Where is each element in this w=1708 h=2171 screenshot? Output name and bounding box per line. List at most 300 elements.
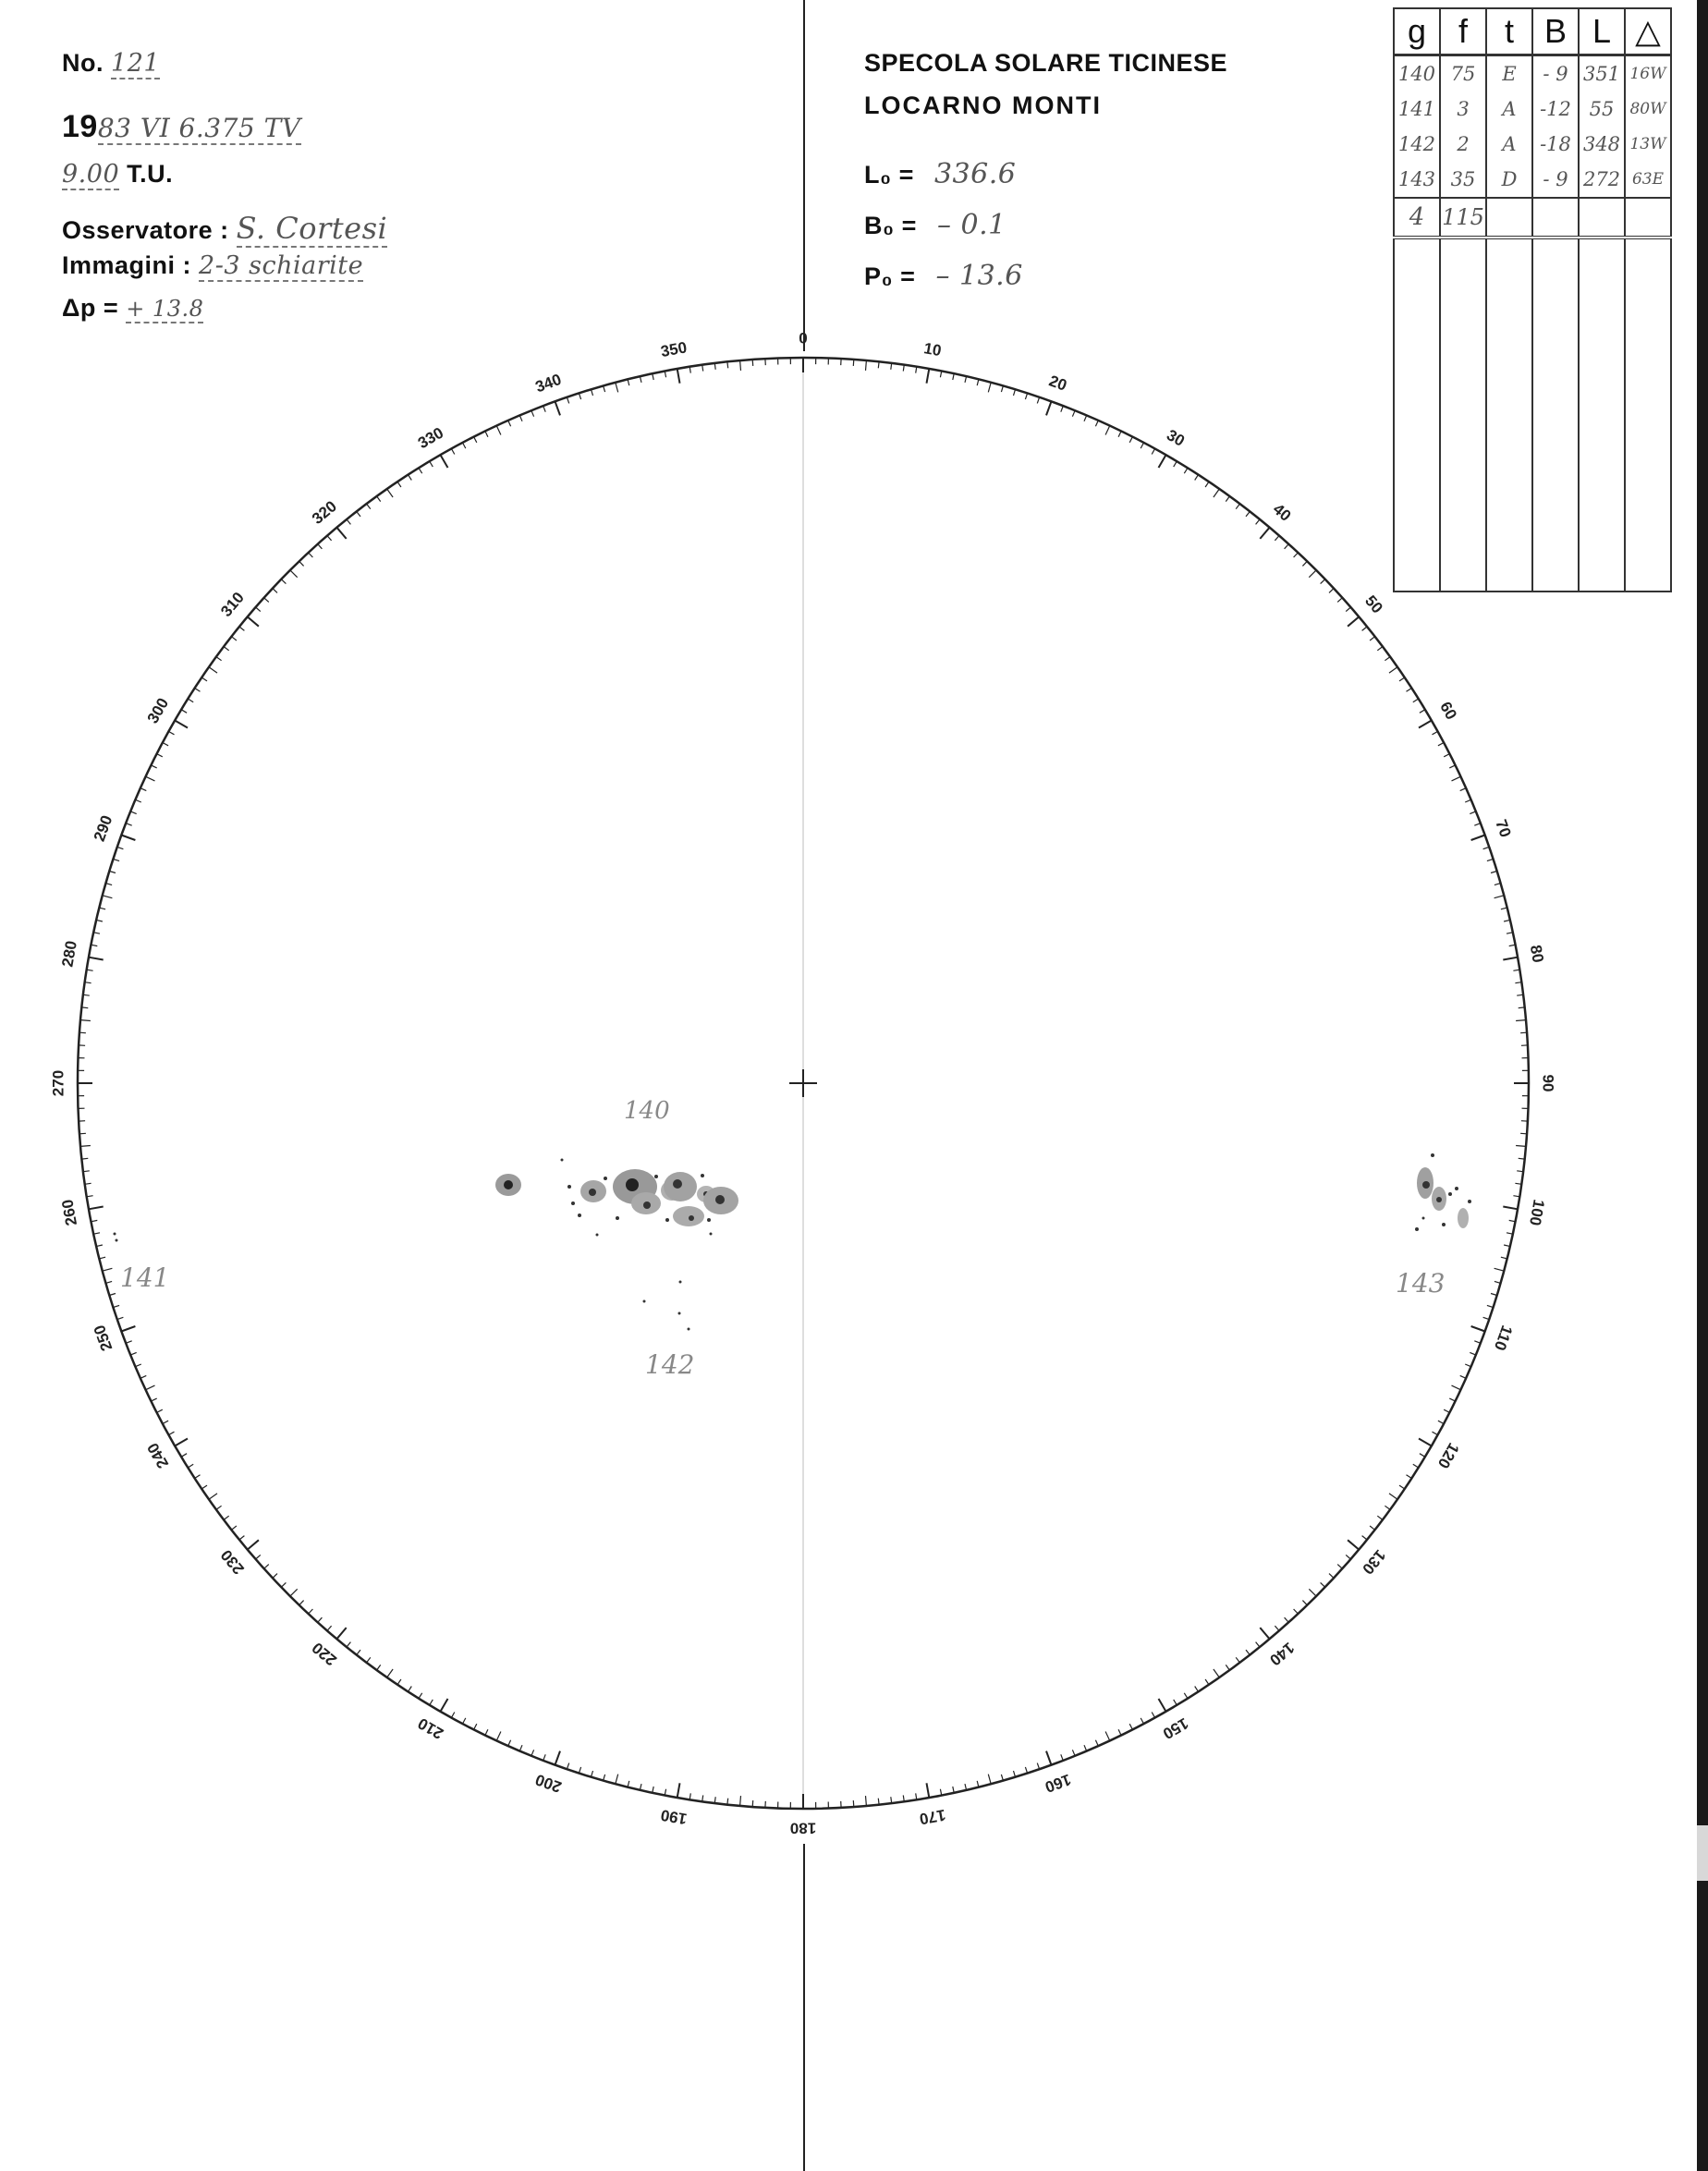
sunspot-pore: [578, 1214, 581, 1217]
dial-tick: [195, 1475, 201, 1479]
dial-tick: [336, 1628, 346, 1639]
dial-tick: [474, 437, 477, 443]
dial-tick: [273, 589, 277, 593]
group-label-142: 142: [645, 1349, 695, 1380]
dial-tick: [1362, 627, 1368, 630]
dial-tick: [248, 1540, 259, 1549]
dial-tick: [126, 823, 132, 826]
sunspot-penumbra: [1458, 1208, 1469, 1228]
dial-tick: [1501, 908, 1507, 909]
dial-tick: [1152, 1713, 1154, 1718]
group-label-140: 140: [624, 1097, 670, 1125]
dial-label-10: 10: [922, 339, 943, 360]
table-cell: 16W: [1625, 55, 1671, 92]
dial-tick: [1285, 1617, 1289, 1622]
dial-tick: [357, 511, 360, 517]
dial-tick: [988, 383, 991, 393]
dial-label-290: 290: [90, 812, 116, 844]
dial-tick: [1205, 482, 1209, 487]
dial-tick: [117, 847, 124, 848]
dial-label-200: 200: [532, 1770, 564, 1797]
dial-tick: [347, 519, 350, 525]
dial-tick: [1294, 553, 1299, 557]
sunspot-pore: [567, 1185, 571, 1189]
dial-label-140: 140: [1266, 1639, 1299, 1669]
dial-tick: [216, 1506, 222, 1509]
dial-tick: [1246, 1650, 1250, 1655]
dial-tick: [555, 1751, 561, 1765]
dial-tick: [1504, 1245, 1510, 1247]
dial-tick: [201, 677, 207, 681]
sunspot-group-142: [643, 1281, 690, 1331]
dial-tick: [965, 1784, 967, 1790]
dial-tick: [239, 627, 245, 630]
dial-tick: [1214, 1669, 1219, 1677]
dial-tick: [1516, 1020, 1526, 1021]
total-groups: 4: [1394, 198, 1440, 238]
dial-label-330: 330: [414, 423, 447, 453]
sunspot-pore: [678, 1312, 681, 1315]
dial-tick: [1309, 1589, 1316, 1596]
dial-tick: [878, 361, 879, 368]
dial-tick: [927, 1783, 930, 1798]
dial-tick: [231, 637, 237, 640]
col-header-L: L: [1579, 8, 1625, 55]
dial-tick: [1337, 1565, 1342, 1569]
dial-tick: [367, 1657, 371, 1663]
dial-tick: [1095, 1740, 1098, 1746]
dial-tick: [616, 383, 618, 393]
dial-tick: [281, 1582, 286, 1587]
dial-tick: [616, 1775, 618, 1785]
dial-tick: [752, 1800, 753, 1807]
dial-tick: [1294, 1609, 1299, 1614]
dial-tick: [1487, 859, 1494, 860]
dial-tick: [1205, 1679, 1209, 1685]
dial-tick: [419, 1693, 422, 1699]
dial-tick: [1389, 1494, 1397, 1499]
sunspot-pore: [561, 1159, 564, 1162]
dial-tick: [496, 426, 501, 435]
observation-time: 9.00 T.U.: [62, 160, 174, 189]
col-header-B: B: [1532, 8, 1579, 55]
dial-tick: [1471, 835, 1485, 841]
dial-tick: [1438, 743, 1444, 746]
dial-tick: [430, 461, 433, 467]
dial-tick: [1118, 1729, 1121, 1735]
table-cell: 351: [1579, 55, 1625, 92]
table-cell: A: [1486, 91, 1532, 127]
dial-tick: [168, 731, 174, 734]
dial-tick: [866, 1796, 867, 1806]
dial-tick: [1275, 536, 1279, 541]
dial-tick: [1460, 788, 1466, 791]
dial-tick: [1433, 731, 1438, 734]
dial-tick: [96, 920, 103, 921]
dial-tick: [1516, 1146, 1526, 1147]
dial-tick: [1449, 765, 1455, 768]
dial-tick: [485, 431, 488, 436]
sunspot-umbra: [673, 1179, 682, 1189]
dial-tick: [677, 369, 680, 384]
dial-label-160: 160: [1043, 1770, 1074, 1797]
sunspot-umbra: [689, 1215, 694, 1221]
sunspot-pore: [688, 1328, 690, 1331]
dial-tick: [1072, 410, 1075, 417]
dial-tick: [1084, 1745, 1087, 1750]
dial-label-270: 270: [49, 1069, 67, 1097]
delta-p: Δp = + 13.8: [62, 294, 204, 322]
dial-tick: [1084, 415, 1087, 421]
dial-tick: [256, 1555, 261, 1559]
dial-label-80: 80: [1526, 944, 1547, 964]
dial-tick: [1321, 579, 1325, 584]
B0-field: B₀ = – 0.1: [864, 209, 1006, 241]
dial-tick: [1329, 1574, 1334, 1579]
dial-tick: [1370, 637, 1375, 640]
location-title: LOCARNO MONTI: [864, 91, 1102, 119]
dial-tick: [1520, 1133, 1527, 1134]
dial-tick: [163, 1421, 168, 1423]
dial-tick: [441, 455, 448, 468]
dial-tick: [463, 443, 466, 448]
dial-tick: [231, 1526, 237, 1530]
sunspot-pore: [1422, 1217, 1425, 1220]
dial-tick: [1260, 1628, 1269, 1639]
dial-tick: [1420, 710, 1425, 714]
dial-tick: [99, 908, 105, 909]
sunspot-pore: [707, 1218, 711, 1222]
dial-tick: [1105, 1732, 1110, 1741]
dial-tick: [1452, 776, 1461, 781]
dial-tick: [239, 1536, 245, 1540]
sunspot-pore: [616, 1216, 619, 1220]
sunspot-pore: [679, 1281, 682, 1284]
dial-tick: [496, 1732, 501, 1741]
dial-tick: [543, 1754, 546, 1761]
dial-tick: [80, 1146, 91, 1147]
dial-tick: [927, 369, 930, 384]
dial-tick: [188, 1464, 193, 1468]
dial-tick: [1433, 1432, 1438, 1434]
dial-tick: [281, 579, 286, 584]
dial-tick: [140, 1375, 146, 1378]
dial-tick: [1174, 1700, 1177, 1705]
dial-label-240: 240: [143, 1439, 173, 1472]
dial-label-340: 340: [532, 370, 564, 396]
dial-tick: [109, 1294, 116, 1296]
sunspot-pore: [643, 1300, 646, 1303]
table-cell: E: [1486, 55, 1532, 92]
dial-label-90: 90: [1539, 1074, 1557, 1092]
dial-tick: [1141, 1718, 1143, 1724]
dial-tick: [135, 1364, 140, 1367]
dial-tick: [1346, 1555, 1350, 1559]
dial-tick: [1348, 1540, 1359, 1549]
dial-tick: [273, 1574, 277, 1579]
table-cell: 3: [1440, 91, 1486, 127]
dial-tick: [592, 1771, 593, 1777]
dial-tick: [1487, 1305, 1494, 1307]
dial-tick: [163, 743, 168, 746]
dial-tick: [224, 1516, 229, 1519]
dial-tick: [677, 1783, 680, 1798]
dial-tick: [953, 373, 954, 380]
dial-tick: [113, 1305, 119, 1307]
dial-tick: [181, 710, 187, 714]
dial-tick: [1329, 589, 1334, 593]
dial-tick: [1302, 1601, 1307, 1605]
dial-tick: [555, 401, 561, 415]
dial-tick: [121, 1326, 135, 1332]
sunspot-pore: [114, 1233, 116, 1236]
dial-tick: [309, 553, 313, 557]
dial-tick: [1346, 607, 1350, 612]
dial-tick: [727, 361, 728, 368]
dial-tick: [1483, 1317, 1490, 1319]
dial-tick: [1470, 811, 1476, 814]
record-number: No. 121: [62, 49, 161, 78]
dial-label-210: 210: [414, 1714, 447, 1743]
dial-tick: [409, 1687, 412, 1692]
dial-tick: [1419, 1439, 1432, 1446]
dial-tick: [201, 1485, 207, 1489]
dial-tick: [567, 1763, 568, 1770]
dial-tick: [1377, 1516, 1383, 1519]
dial-tick: [1037, 397, 1039, 404]
sunspot-pore: [596, 1234, 599, 1237]
dial-tick: [1452, 1385, 1461, 1390]
dial-tick: [1420, 1454, 1425, 1457]
P0-field: P₀ = – 13.6: [864, 260, 1023, 292]
dial-tick: [419, 468, 422, 473]
dial-tick: [853, 1800, 854, 1807]
dial-tick: [1256, 1642, 1260, 1648]
dial-tick: [1483, 847, 1490, 848]
dial-tick: [1474, 823, 1481, 826]
dial-tick: [474, 1724, 477, 1729]
dial-tick: [121, 835, 135, 841]
dial-label-150: 150: [1159, 1714, 1192, 1743]
dial-tick: [1385, 657, 1390, 661]
dial-tick: [117, 1317, 124, 1319]
dial-tick: [135, 799, 140, 802]
dial-tick: [1348, 616, 1359, 626]
dial-tick: [1503, 957, 1518, 960]
table-cell: 272: [1579, 162, 1625, 198]
dial-label-190: 190: [659, 1805, 689, 1828]
dial-tick: [1302, 561, 1307, 566]
dial-tick: [151, 765, 156, 768]
dial-tick: [1494, 896, 1505, 898]
observer: Osservatore : S. Cortesi: [62, 211, 388, 246]
sunspot-pore: [116, 1239, 118, 1242]
dial-tick: [140, 788, 146, 791]
dial-tick: [1014, 1771, 1016, 1777]
dial-tick: [1025, 393, 1027, 399]
dial-label-30: 30: [1164, 425, 1188, 450]
dial-tick: [1046, 1751, 1052, 1765]
dial-tick: [1519, 1158, 1525, 1159]
dial-tick: [157, 754, 163, 757]
dial-tick: [224, 647, 229, 651]
dial-tick: [151, 1398, 156, 1401]
dial-label-180: 180: [789, 1819, 817, 1837]
dial-tick: [1184, 468, 1188, 473]
dial-tick: [640, 376, 641, 383]
dial-tick: [1413, 1464, 1419, 1468]
dial-tick: [1118, 431, 1121, 436]
dial-tick: [508, 1740, 511, 1746]
sunspot-pore: [1442, 1223, 1446, 1226]
dial-tick: [485, 1729, 488, 1735]
dial-tick: [387, 1669, 393, 1677]
dial-tick: [181, 1454, 187, 1457]
dial-tick: [853, 360, 854, 366]
dial-tick: [1214, 489, 1219, 497]
dial-tick: [130, 1352, 137, 1355]
dial-tick: [81, 1158, 88, 1159]
dial-tick: [965, 376, 967, 383]
dial-tick: [327, 1626, 332, 1630]
dial-tick: [1471, 1326, 1485, 1332]
table-cell: 348: [1579, 127, 1625, 162]
images: Immagini : 2-3 schiarite: [62, 251, 364, 280]
table-cell: 143: [1394, 162, 1440, 198]
table-cell: - 9: [1532, 162, 1579, 198]
dial-tick: [1444, 1409, 1449, 1412]
dial-label-0: 0: [799, 329, 808, 348]
dial-tick: [327, 536, 332, 541]
dial-tick: [592, 389, 593, 396]
dial-tick: [1449, 1398, 1455, 1401]
dial-tick: [977, 379, 979, 385]
total-spots: 115: [1440, 198, 1486, 238]
dial-tick: [409, 475, 412, 481]
sunspot-umbra: [504, 1180, 513, 1189]
sunspot-penumbra: [673, 1206, 704, 1226]
col-header-t: t: [1486, 8, 1532, 55]
dial-tick: [264, 598, 269, 603]
dial-tick: [79, 1133, 86, 1134]
dial-tick: [1236, 504, 1239, 509]
dial-label-130: 130: [1359, 1546, 1389, 1579]
L0-field: L₀ = 336.6: [864, 158, 1017, 190]
dial-tick: [531, 1750, 534, 1756]
dial-tick: [1246, 511, 1250, 517]
dial-tick: [1072, 1750, 1075, 1756]
sunspot-group-141: [114, 1233, 118, 1242]
dial-tick: [508, 421, 511, 426]
dial-tick: [519, 1745, 522, 1750]
dial-tick: [1465, 799, 1470, 802]
dial-tick: [89, 957, 104, 960]
sunspot-umbra: [1422, 1181, 1430, 1189]
dial-tick: [126, 1341, 132, 1344]
sunspot-pore: [665, 1218, 669, 1222]
dial-tick: [264, 1565, 269, 1569]
table-cell: 35: [1440, 162, 1486, 198]
dial-tick: [1095, 421, 1098, 426]
dial-tick: [1494, 1268, 1505, 1271]
dial-tick: [113, 859, 119, 860]
dial-tick: [80, 1020, 91, 1021]
dial-tick: [299, 1601, 304, 1605]
dial-tick: [1407, 1475, 1412, 1479]
dial-tick: [1362, 1536, 1368, 1540]
table-cell: D: [1486, 162, 1532, 198]
dial-tick: [1389, 667, 1397, 673]
sunspot-pore: [1415, 1227, 1419, 1231]
dial-tick: [1321, 1582, 1325, 1587]
sunspot-pore: [1448, 1192, 1452, 1196]
dial-tick: [195, 689, 201, 692]
dial-tick: [96, 1245, 103, 1247]
dial-label-260: 260: [58, 1198, 81, 1227]
dial-tick: [988, 1775, 991, 1785]
table-cell: 13W: [1625, 127, 1671, 162]
dial-tick: [81, 1007, 88, 1008]
dial-tick: [977, 1781, 979, 1787]
dial-tick: [130, 811, 137, 814]
dial-tick: [430, 1700, 433, 1705]
dial-tick: [1520, 1032, 1527, 1033]
sunspot-pore: [571, 1201, 575, 1205]
dial-tick: [1159, 1699, 1166, 1712]
table-cell: - 9: [1532, 55, 1579, 92]
sunspot-umbra: [626, 1178, 639, 1191]
dial-tick: [1256, 519, 1260, 525]
dial-tick: [256, 607, 261, 612]
sunspot-pore: [1455, 1187, 1458, 1190]
dial-label-60: 60: [1436, 699, 1461, 723]
dial-tick: [1174, 461, 1177, 467]
dial-tick: [740, 1796, 741, 1806]
dial-tick: [290, 1589, 298, 1596]
dial-tick: [441, 1699, 448, 1712]
dial-tick: [299, 561, 304, 566]
dial-tick: [1444, 754, 1449, 757]
sunspot-pore: [654, 1175, 658, 1178]
dial-tick: [377, 1665, 381, 1670]
dial-label-320: 320: [308, 497, 340, 528]
dial-tick: [1236, 1657, 1239, 1663]
dial-tick: [1285, 544, 1289, 549]
dial-tick: [397, 1679, 401, 1685]
dial-label-280: 280: [58, 939, 81, 969]
dial-label-110: 110: [1490, 1323, 1517, 1353]
observation-date: 1983 VI 6.375 TV: [62, 109, 301, 144]
dial-tick: [1037, 1763, 1039, 1770]
dial-tick: [866, 360, 867, 371]
table-cell: 55: [1579, 91, 1625, 127]
dial-tick: [1195, 475, 1199, 481]
dial-label-230: 230: [217, 1546, 248, 1579]
dial-tick: [367, 504, 371, 509]
dial-tick: [1438, 1421, 1444, 1423]
sunspot-pore: [1431, 1153, 1434, 1157]
dial-tick: [175, 1439, 188, 1446]
dial-tick: [209, 667, 217, 673]
dial-tick: [727, 1799, 728, 1805]
dial-tick: [1184, 1693, 1188, 1699]
dial-tick: [157, 1409, 163, 1412]
dial-tick: [640, 1784, 641, 1790]
dial-tick: [1275, 1626, 1279, 1630]
dial-label-250: 250: [90, 1323, 116, 1354]
sunspot-pore: [1468, 1200, 1471, 1203]
dial-tick: [579, 1767, 580, 1774]
